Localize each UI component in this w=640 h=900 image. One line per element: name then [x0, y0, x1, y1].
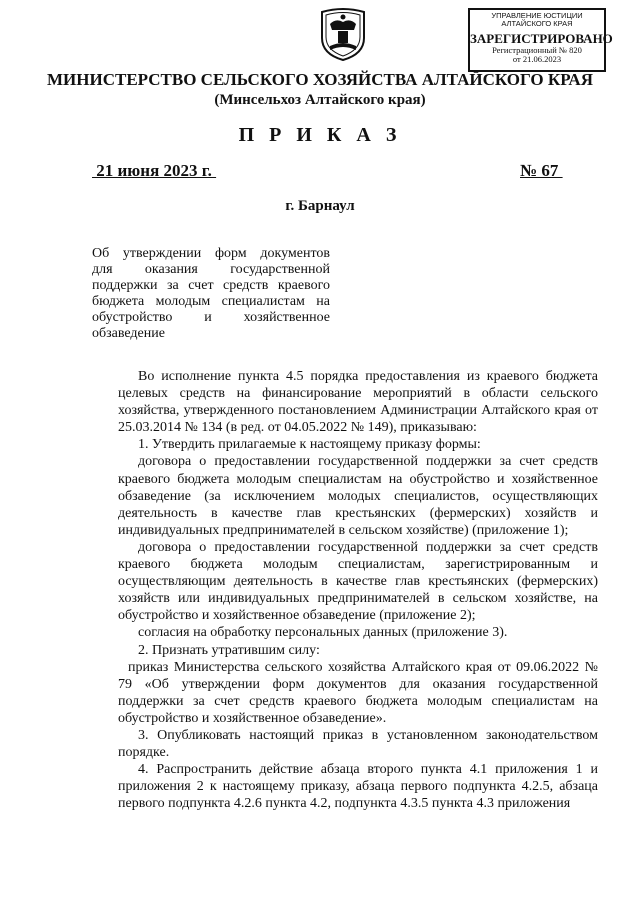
subject-line: обзаведение — [92, 326, 165, 341]
stamp-registered: ЗАРЕГИСТРИРОВАНО — [470, 31, 613, 46]
document-title: П Р И К А З — [238, 124, 402, 146]
order-city: г. Барнаул — [285, 198, 355, 214]
registration-stamp — [468, 8, 613, 72]
body-paragraph-item4: 4. Распространить действие абзаца второго пункта 4.1 приложения 1 и приложения 2 к настоящему приказу, абзаца первого подпункта 4.2.5, абзаца первого подпункта 4.2.6 пункта 4.2, подпункта 4.3.5 пункта 4.3 приложения — [118, 762, 598, 812]
subject-line: поддержки за счет средств краевого — [92, 278, 330, 293]
body-paragraph-form1: договора о предоставлении государственной поддержки за счет средств краевого бюджета молодым специалистам на обустройство и хозяйственное обзаведение (за исключением молодых специалистов, осуществляющих деятельность в качестве глав крестьянских (фермерских) хозяйств и индивидуальных предпринимателей в сельском хозяйстве) (приложение 1); — [118, 454, 598, 538]
coat-of-arms-emblem — [316, 4, 370, 62]
body-paragraph-preamble: Во исполнение пункта 4.5 порядка предоставления из краевого бюджета целевых средств на финансирование мероприятий в области сельского хозяйства, утвержденного постановлением Администрации Алтайского края от 25.03.2014 № 134 (в ред. от 04.05.2022 № 149), приказываю: — [118, 369, 598, 436]
order-date: 21 июня 2023 г. — [92, 161, 217, 180]
order-subject — [92, 246, 330, 342]
subject-line: обустройство и хозяйственное — [92, 310, 330, 325]
stamp-authority-line1: УПРАВЛЕНИЕ ЮСТИЦИИ — [491, 11, 583, 20]
body-paragraph-form3: согласия на обработку персональных данных (приложение 3). — [138, 625, 508, 641]
stamp-reg-date: от 21.06.2023 — [512, 54, 562, 64]
stamp-reg-number: Регистрационный № 820 — [492, 45, 582, 55]
body-paragraph-repealed-order: приказ Министерства сельского хозяйства Алтайского края от 09.06.2022 № 79 «Об утверждении форм документов для оказания государственной поддержки за счет средств краевого бюджета молодым специалистам на обустройство и хозяйственное обзаведение». — [118, 659, 598, 726]
subject-line: бюджета молодым специалистам на — [92, 294, 330, 309]
body-paragraph-item2: 2. Признать утратившим силу: — [138, 642, 320, 658]
subject-line: для оказания государственной — [92, 262, 330, 277]
body-paragraph-item3: 3. Опубликовать настоящий приказ в установленном законодательством порядке. — [118, 727, 598, 761]
order-body — [118, 368, 598, 812]
stamp-authority-line2: АЛТАЙСКОГО КРАЯ — [501, 19, 573, 28]
order-number: № 67 — [520, 161, 563, 180]
ministry-name: МИНИСТЕРСТВО СЕЛЬСКОГО ХОЗЯЙСТВА АЛТАЙСКОГО КРАЯ — [46, 70, 593, 89]
body-paragraph-item1: 1. Утвердить прилагаемые к настоящему приказу формы: — [138, 437, 481, 453]
subject-line: Об утверждении форм документов — [92, 246, 330, 261]
body-paragraph-form2: договора о предоставлении государственной поддержки за счет средств краевого бюджета молодым специалистам, зарегистрированным и осуществляющим деятельность в качестве глав крестьянских (фермерских) хозяйств или индивидуальных предпринимателей в сельском хозяйстве, на обустройство и хозяйственное обзаведение (приложение 2); — [118, 539, 598, 624]
ministry-short-name: (Минсельхоз Алтайского края) — [214, 92, 426, 108]
